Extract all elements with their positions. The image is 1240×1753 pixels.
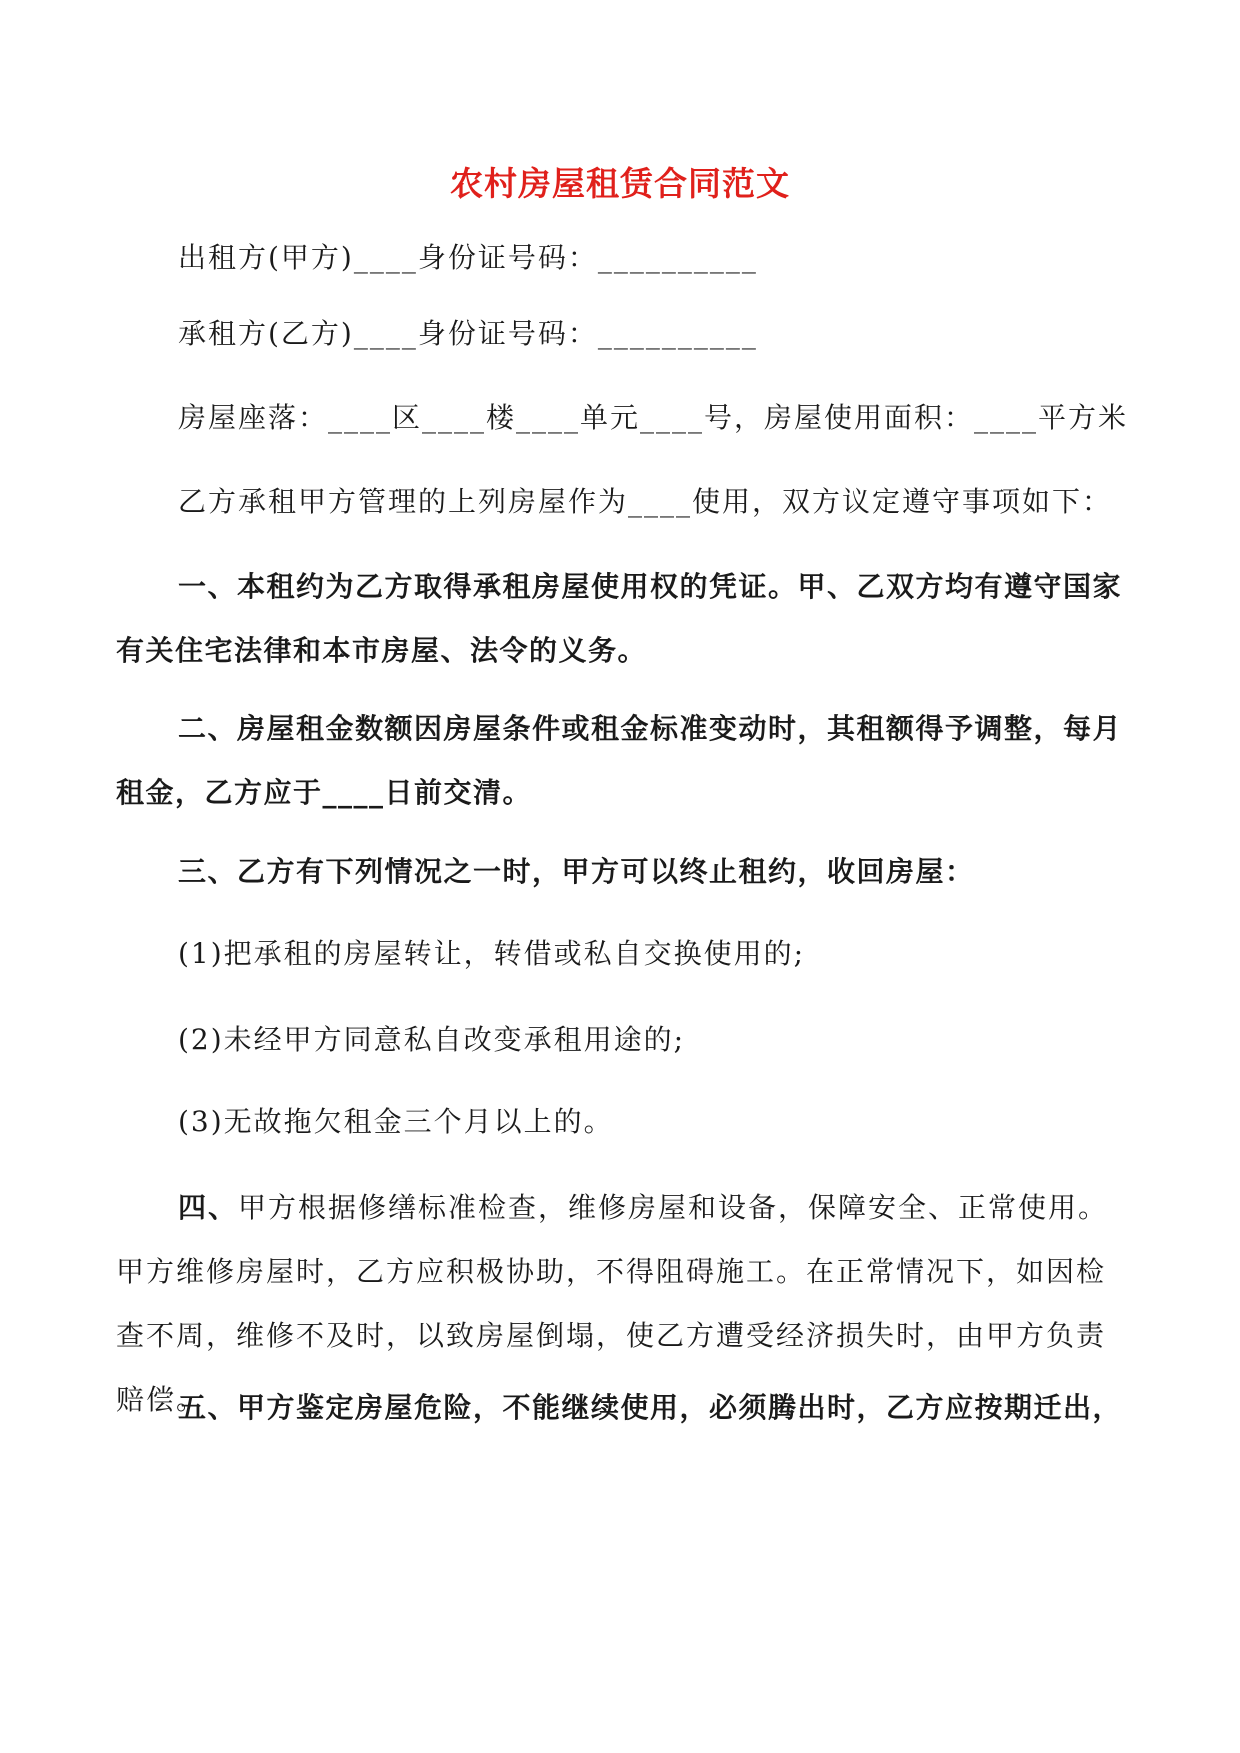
lessee-line: 承租方(乙方)____身份证号码：__________ xyxy=(178,317,758,350)
clause-2: 二、房屋租金数额因房屋条件或租金标准变动时，其租额得予调整，每月租金，乙方应于____日前交清。 xyxy=(116,712,1123,809)
clause-3-item-2: (2)未经甲方同意私自改变承租用途的; xyxy=(178,1023,686,1056)
clause-4-text: 甲方根据修缮标准检查，维修房屋和设备，保障安全、正常使用。甲方维修房屋时，乙方应积极协助，不得阻碍施工。在正常情况下，如因检查不周，维修不及时，以致房屋倒塌，使乙方遭受经济损失时，由甲方负责赔偿。 xyxy=(116,1191,1109,1416)
lessor-line: 出租方(甲方)____身份证号码：__________ xyxy=(178,241,758,274)
property-location-line: 房屋座落：____区____楼____单元____号，房屋使用面积：____平方米 xyxy=(178,401,1129,434)
clause-5: 五、甲方鉴定房屋危险，不能继续使用，必须腾出时，乙方应按期迁出， xyxy=(178,1391,1123,1424)
document-title: 农村房屋租赁合同范文 xyxy=(450,164,790,203)
clause-3-item-1: (1)把承租的房屋转让，转借或私自交换使用的; xyxy=(178,937,806,970)
clause-1: 一、本租约为乙方取得承租房屋使用权的凭证。甲、乙双方均有遵守国家有关住宅法律和本市房屋、法令的义务。 xyxy=(116,570,1123,667)
clause-4-number: 四、 xyxy=(178,1191,239,1224)
clause-3: 三、乙方有下列情况之一时，甲方可以终止租约，收回房屋： xyxy=(178,855,975,888)
clause-3-item-3: (3)无故拖欠租金三个月以上的。 xyxy=(178,1105,614,1138)
usage-line: 乙方承租甲方管理的上列房屋作为____使用，双方议定遵守事项如下： xyxy=(178,485,1113,518)
